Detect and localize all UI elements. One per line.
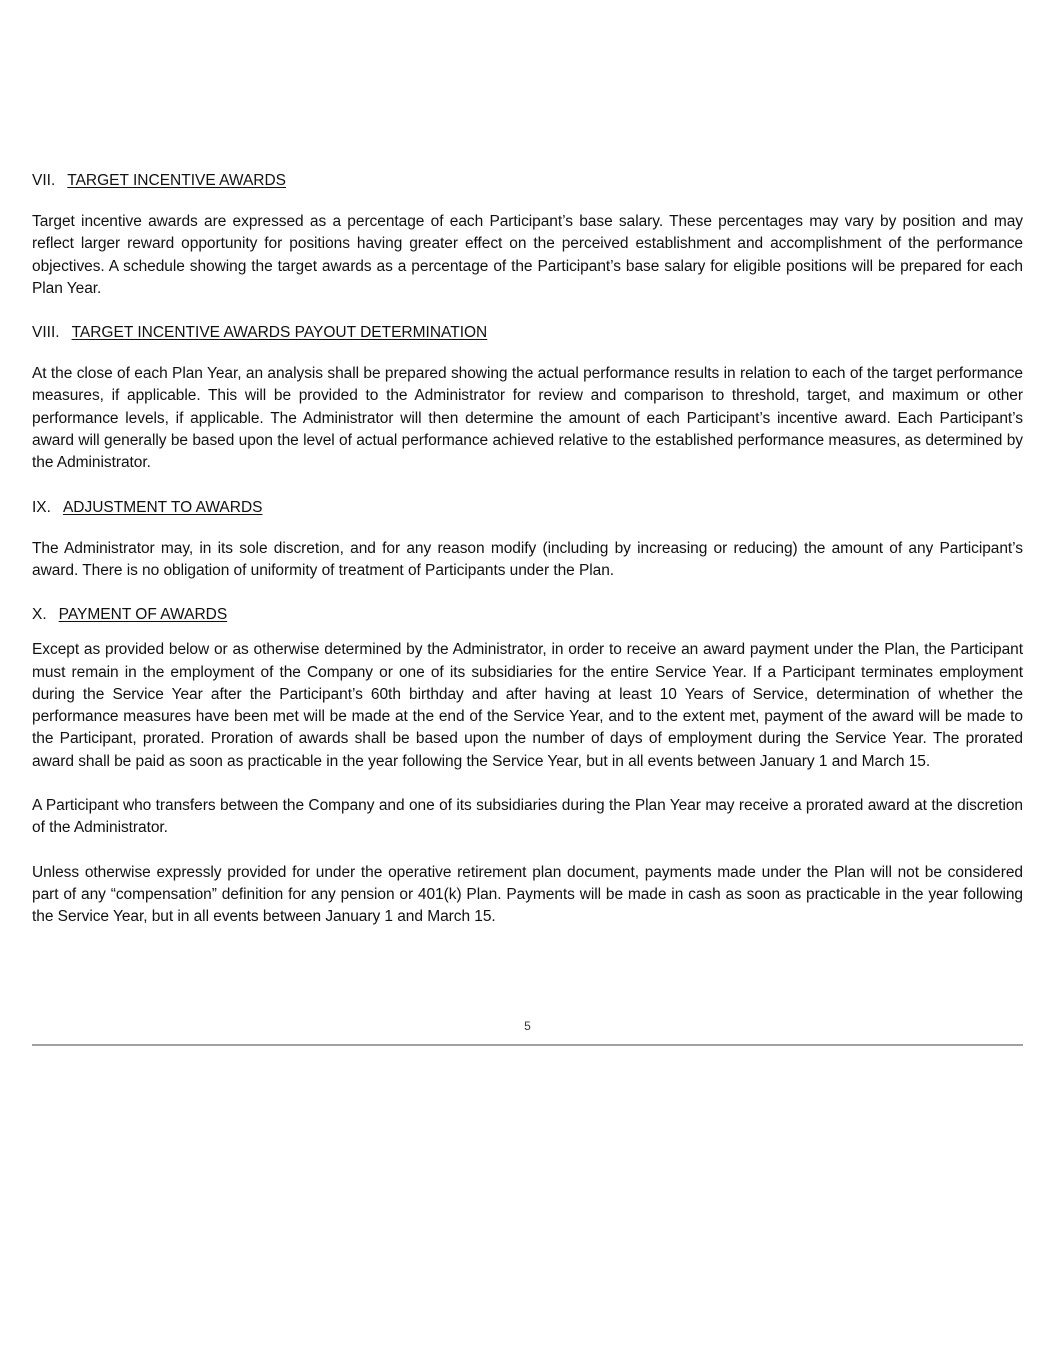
section-paragraph: The Administrator may, in its sole discretion, and for any reason modify (including by increasing or reducing) the amount of any Participant’s award. There is no obligation of uniformity of treatment of Participants under the Plan. — [32, 539, 1023, 579]
section-heading-x — [32, 604, 1023, 626]
section-number: X. — [32, 606, 47, 624]
page-footer — [32, 1018, 1023, 1046]
section-number: VII. — [32, 172, 56, 189]
section-paragraph: Unless otherwise expressly provided for under the operative retirement plan document, payments made under the Plan will not be considered part of any “compensation” definition for any pension or 401(k) Plan. Payments will be made in cash as soon as practicable in the year following the Service Year, but in all events between January 1 and March 15. — [32, 863, 1023, 926]
document-page — [32, 170, 1023, 946]
page-number: 5 — [524, 1019, 531, 1033]
section-paragraph: A Participant who transfers between the Company and one of its subsidiaries during the Plan Year may receive a prorated award at the discretion of the Administrator. — [32, 797, 1023, 837]
section-heading-vii — [32, 170, 1023, 192]
section-paragraph: At the close of each Plan Year, an analysis shall be prepared showing the actual performance results in relation to each of the target performance measures, if applicable. This will be provided to the Administrator for review and comparison to threshold, target, and maximum or other performance levels, if applicable. The Administrator will then determine the amount of each Participant’s incentive award. Each Participant’s award will generally be based upon the level of actual performance achieved relative to the established performance measures, as determined by the Administrator. — [32, 365, 1023, 472]
section-title: TARGET INCENTIVE AWARDS — [67, 172, 287, 189]
section-paragraph: Except as provided below or as otherwise determined by the Administrator, in order to receive an award payment under the Plan, the Participant must remain in the employment of the Company or one of its subsidiaries for the entire Service Year. If a Participant terminates employment during the Service Year after the Participant’s 60th birthday and after having at least 10 Years of Service, determination of whether the performance measures have been met will be made at the end of the Service Year, and to the extent met, payment of the award will be made to the Participant, prorated. Proration of awards shall be based upon the number of days of employment during the Service Year. The prorated award shall be paid as soon as practicable in the year following the Service Year, but in all events between January 1 and March 15. — [32, 641, 1023, 770]
section-title: PAYMENT OF AWARDS — [58, 606, 228, 624]
section-paragraph: Target incentive awards are expressed as a percentage of each Participant’s base salary. These percentages may vary by position and may reflect larger reward opportunity for positions having greater effect on the perceived establishment and accomplishment of the performance objectives. A schedule showing the target awards as a percentage of the Participant’s base salary for eligible positions will be prepared for each Plan Year. — [32, 213, 1023, 297]
section-number: VIII. — [32, 324, 60, 342]
section-heading-ix — [32, 497, 1023, 519]
section-title: TARGET INCENTIVE AWARDS PAYOUT DETERMINATION — [71, 324, 488, 342]
footer-divider — [32, 1044, 1023, 1046]
section-title: ADJUSTMENT TO AWARDS — [62, 498, 263, 516]
section-number: IX. — [32, 498, 51, 516]
section-heading-viii — [32, 322, 1023, 344]
